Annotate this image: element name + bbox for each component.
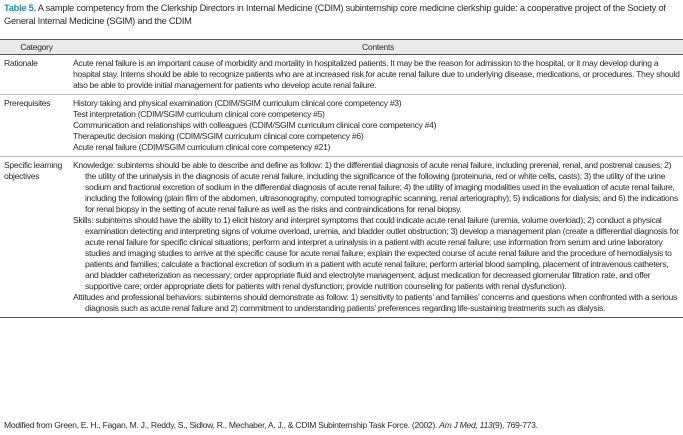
category-cell: Specific learning objectives — [0, 157, 73, 318]
category-cell: Rationale — [0, 55, 73, 95]
source-pages: (9), 769-773. — [492, 420, 538, 430]
category-cell: Prerequisites — [0, 95, 73, 157]
knowledge-objective: Knowledge: subinterns should be able to describe and define as follow: 1) the differential diagnosis of acute renal failure, including prerenal, renal, and postrenal causes; 2) the utility of the urinalysis in the diagnosis of acute renal failure, including the significance of the following (proteinuria, red or white cells, casts); 3) the utility of the urine sodium and fractional excretion of sodium in the differential diagnosis of acute renal failure; 4) the utility of imaging modalities used in the evaluation of acute renal failure, including the following (plain film of the abdomen, ultrasonography, computed tomographic scanning, renal arteriography); 5) indications for dialysis; and 6) the indications for renal biopsy in the setting of acute renal failure as well as the risks and contraindications for renal biopsy. — [73, 160, 678, 214]
source-journal: Am J Med, 113 — [439, 420, 493, 430]
header-category: Category — [0, 40, 73, 55]
table-row-objectives — [0, 157, 683, 318]
prerequisite-item: Therapeutic decision making (CDIM/SGIM curriculum clinical core competency #6) — [73, 131, 364, 141]
table-caption-text: A sample competency from the Clerkship Directors in Internal Medicine (CDIM) subinternship core medicine clerkship guide: a cooperative project of the Society of General Internal Medicine (SGIM) and the CDIM — [4, 3, 666, 26]
prerequisite-item: Test interpretation (CDIM/SGIM curriculum clinical core competency #5) — [73, 109, 325, 119]
rationale-text: Acute renal failure is an important cause of morbidity and mortality in hospitalized patients. It may be the reason for admission to the hospital, or it may develop during a hospital stay. Interns should be able to recognize patients who are at increased risk for acute renal failure due to underlying disease, medications, or procedures. They should also be able to provide initial management for patients who develop acute renal failure. — [73, 55, 683, 95]
table-header-row — [0, 40, 683, 55]
skills-objective: Skills: subinterns should have the ability to 1) elicit history and interpret symptoms that could indicate acute renal failure (uremia, volume overload); 2) conduct a physical examination detecting and interpreting signs of volume overload, uremia, and bladder outlet obstruction; 3) develop a management plan (create a differential diagnosis for acute renal failure for specific clinical situations; perform and interpret a urinalysis in a patient with acute renal failure; use information from serum and urine laboratory studies and imaging studies to arrive at the specific cause for acute renal failure; explain the expected course of acute renal failure and the procedure of hemodialysis to patients and families; calculate a fractional excretion of sodium in a patient with acute renal failure; perform arterial blood sampling, placement of intravenous catheters, and bladder catheterization as necessary; order appropriate fluid and electrolyte management, adjust medication for decreased glomerular filtration rate, and offer supportive care; order appropriate diets for patients with renal dysfunction; provide nutrition counseling for patients with renal dysfunction). — [73, 215, 679, 291]
prerequisites-list — [73, 95, 683, 157]
table-label: Table 5. — [4, 3, 36, 13]
prerequisite-item: Acute renal failure (CDIM/SGIM curriculum clinical core competency #21) — [73, 142, 331, 152]
prerequisite-item: Communication and relationships with colleagues (CDIM/SGIM curriculum clinical core competency #4) — [73, 120, 437, 130]
competency-table — [0, 39, 683, 318]
table-row-rationale — [0, 55, 683, 95]
objectives-content — [73, 157, 683, 318]
table-row-prerequisites — [0, 95, 683, 157]
attitudes-objective: Attitudes and professional behaviors: subinterns should demonstrate as follow: 1) sensitivity to patients’ and families’ concerns and questions when confronted with a serious diagnosis such as acute renal failure and 2) commitment to understanding patients’ preferences regarding life-sustaining treatments such as dialysis. — [73, 292, 677, 313]
header-contents: Contents — [73, 40, 683, 55]
table-caption — [4, 2, 680, 28]
prerequisite-item: History taking and physical examination (CDIM/SGIM curriculum clinical core competency #3) — [73, 98, 402, 108]
source-note — [4, 420, 680, 431]
source-authors: Modified from Green, E. H., Fagan, M. J., Reddy, S., Sidlow, R., Mechaber, A. J., & CDIM Subinternship Task Force. (2002). — [4, 420, 440, 430]
